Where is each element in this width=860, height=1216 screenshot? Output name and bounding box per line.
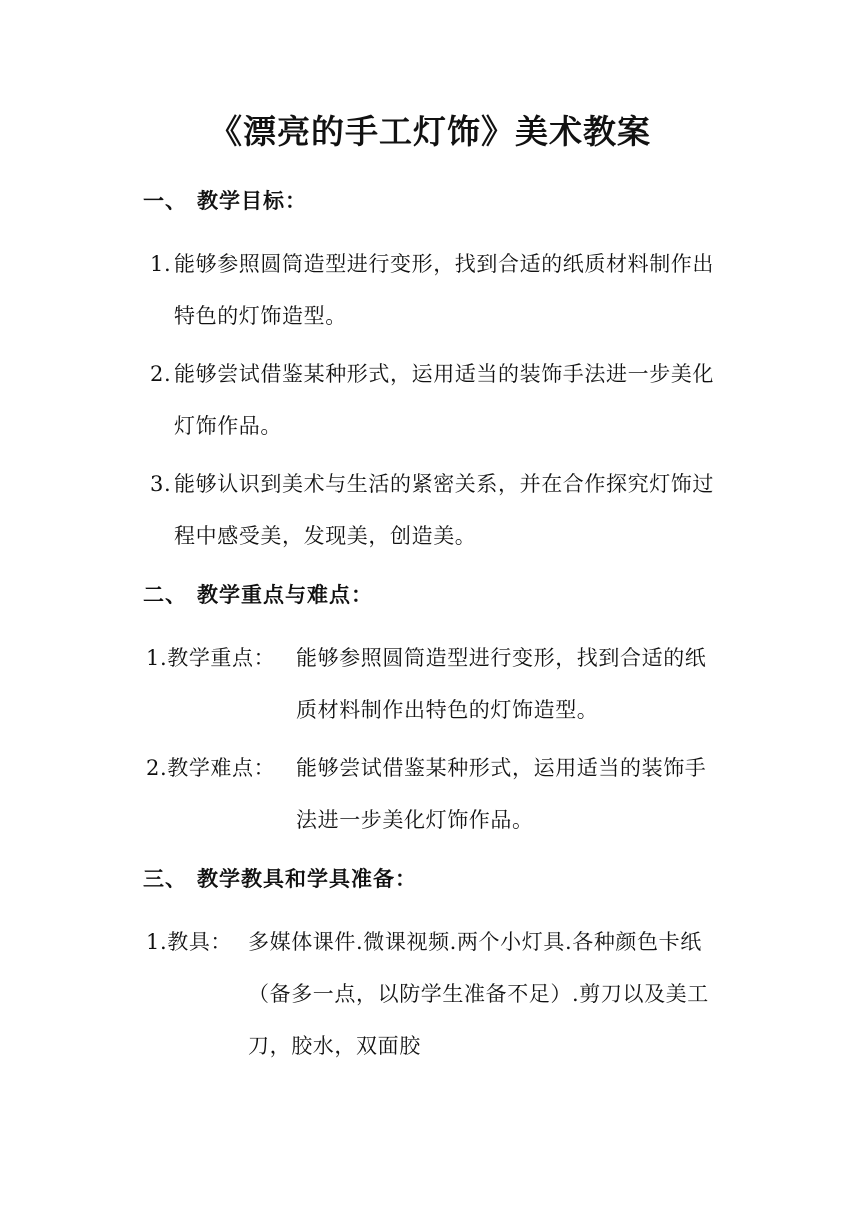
- item-label: 2.教学难点：: [146, 756, 276, 780]
- section-heading-materials: [143, 864, 417, 894]
- item-label: 1.教具：: [146, 930, 233, 954]
- document-title: 《漂亮的手工灯饰》美术教案: [209, 112, 651, 151]
- item-label: 1.教学重点：: [146, 646, 276, 670]
- item-text: 能够尝试借鉴某种形式，运用适当的装饰手法进一步美化灯饰作品。: [296, 756, 707, 832]
- item-text: 多媒体课件.微课视频.两个小灯具.各种颜色卡纸（备多一点，以防学生准备不足）.剪刀以及美工刀，胶水，双面胶: [248, 930, 709, 1058]
- item-text: 能够尝试借鉴某种形式，运用适当的装饰手法进一步美化灯饰作品。: [174, 362, 714, 438]
- item-number: 1.: [150, 252, 172, 276]
- section-title: 教学目标：: [197, 189, 307, 213]
- key-point-item-1: [146, 632, 746, 736]
- objective-item-3: [150, 458, 730, 562]
- item-number: 3.: [150, 472, 172, 496]
- item-number: 2.: [150, 362, 172, 386]
- item-text: 能够认识到美术与生活的紧密关系，并在合作探究灯饰过程中感受美，发现美，创造美。: [174, 472, 714, 548]
- section-number: 一、: [143, 189, 187, 213]
- key-point-item-2: [146, 742, 746, 846]
- objective-item-2: [150, 348, 730, 452]
- section-title: 教学重点与难点：: [197, 583, 373, 607]
- materials-item-1: [146, 916, 746, 1072]
- section-number: 二、: [143, 583, 187, 607]
- item-text: 能够参照圆筒造型进行变形，找到合适的纸质材料制作出特色的灯饰造型。: [296, 646, 707, 722]
- section-heading-key-points: [143, 580, 373, 610]
- section-title: 教学教具和学具准备：: [197, 867, 417, 891]
- section-heading-objectives: [143, 186, 307, 216]
- objective-item-1: [150, 238, 730, 342]
- section-number: 三、: [143, 867, 187, 891]
- item-text: 能够参照圆筒造型进行变形，找到合适的纸质材料制作出特色的灯饰造型。: [174, 252, 714, 328]
